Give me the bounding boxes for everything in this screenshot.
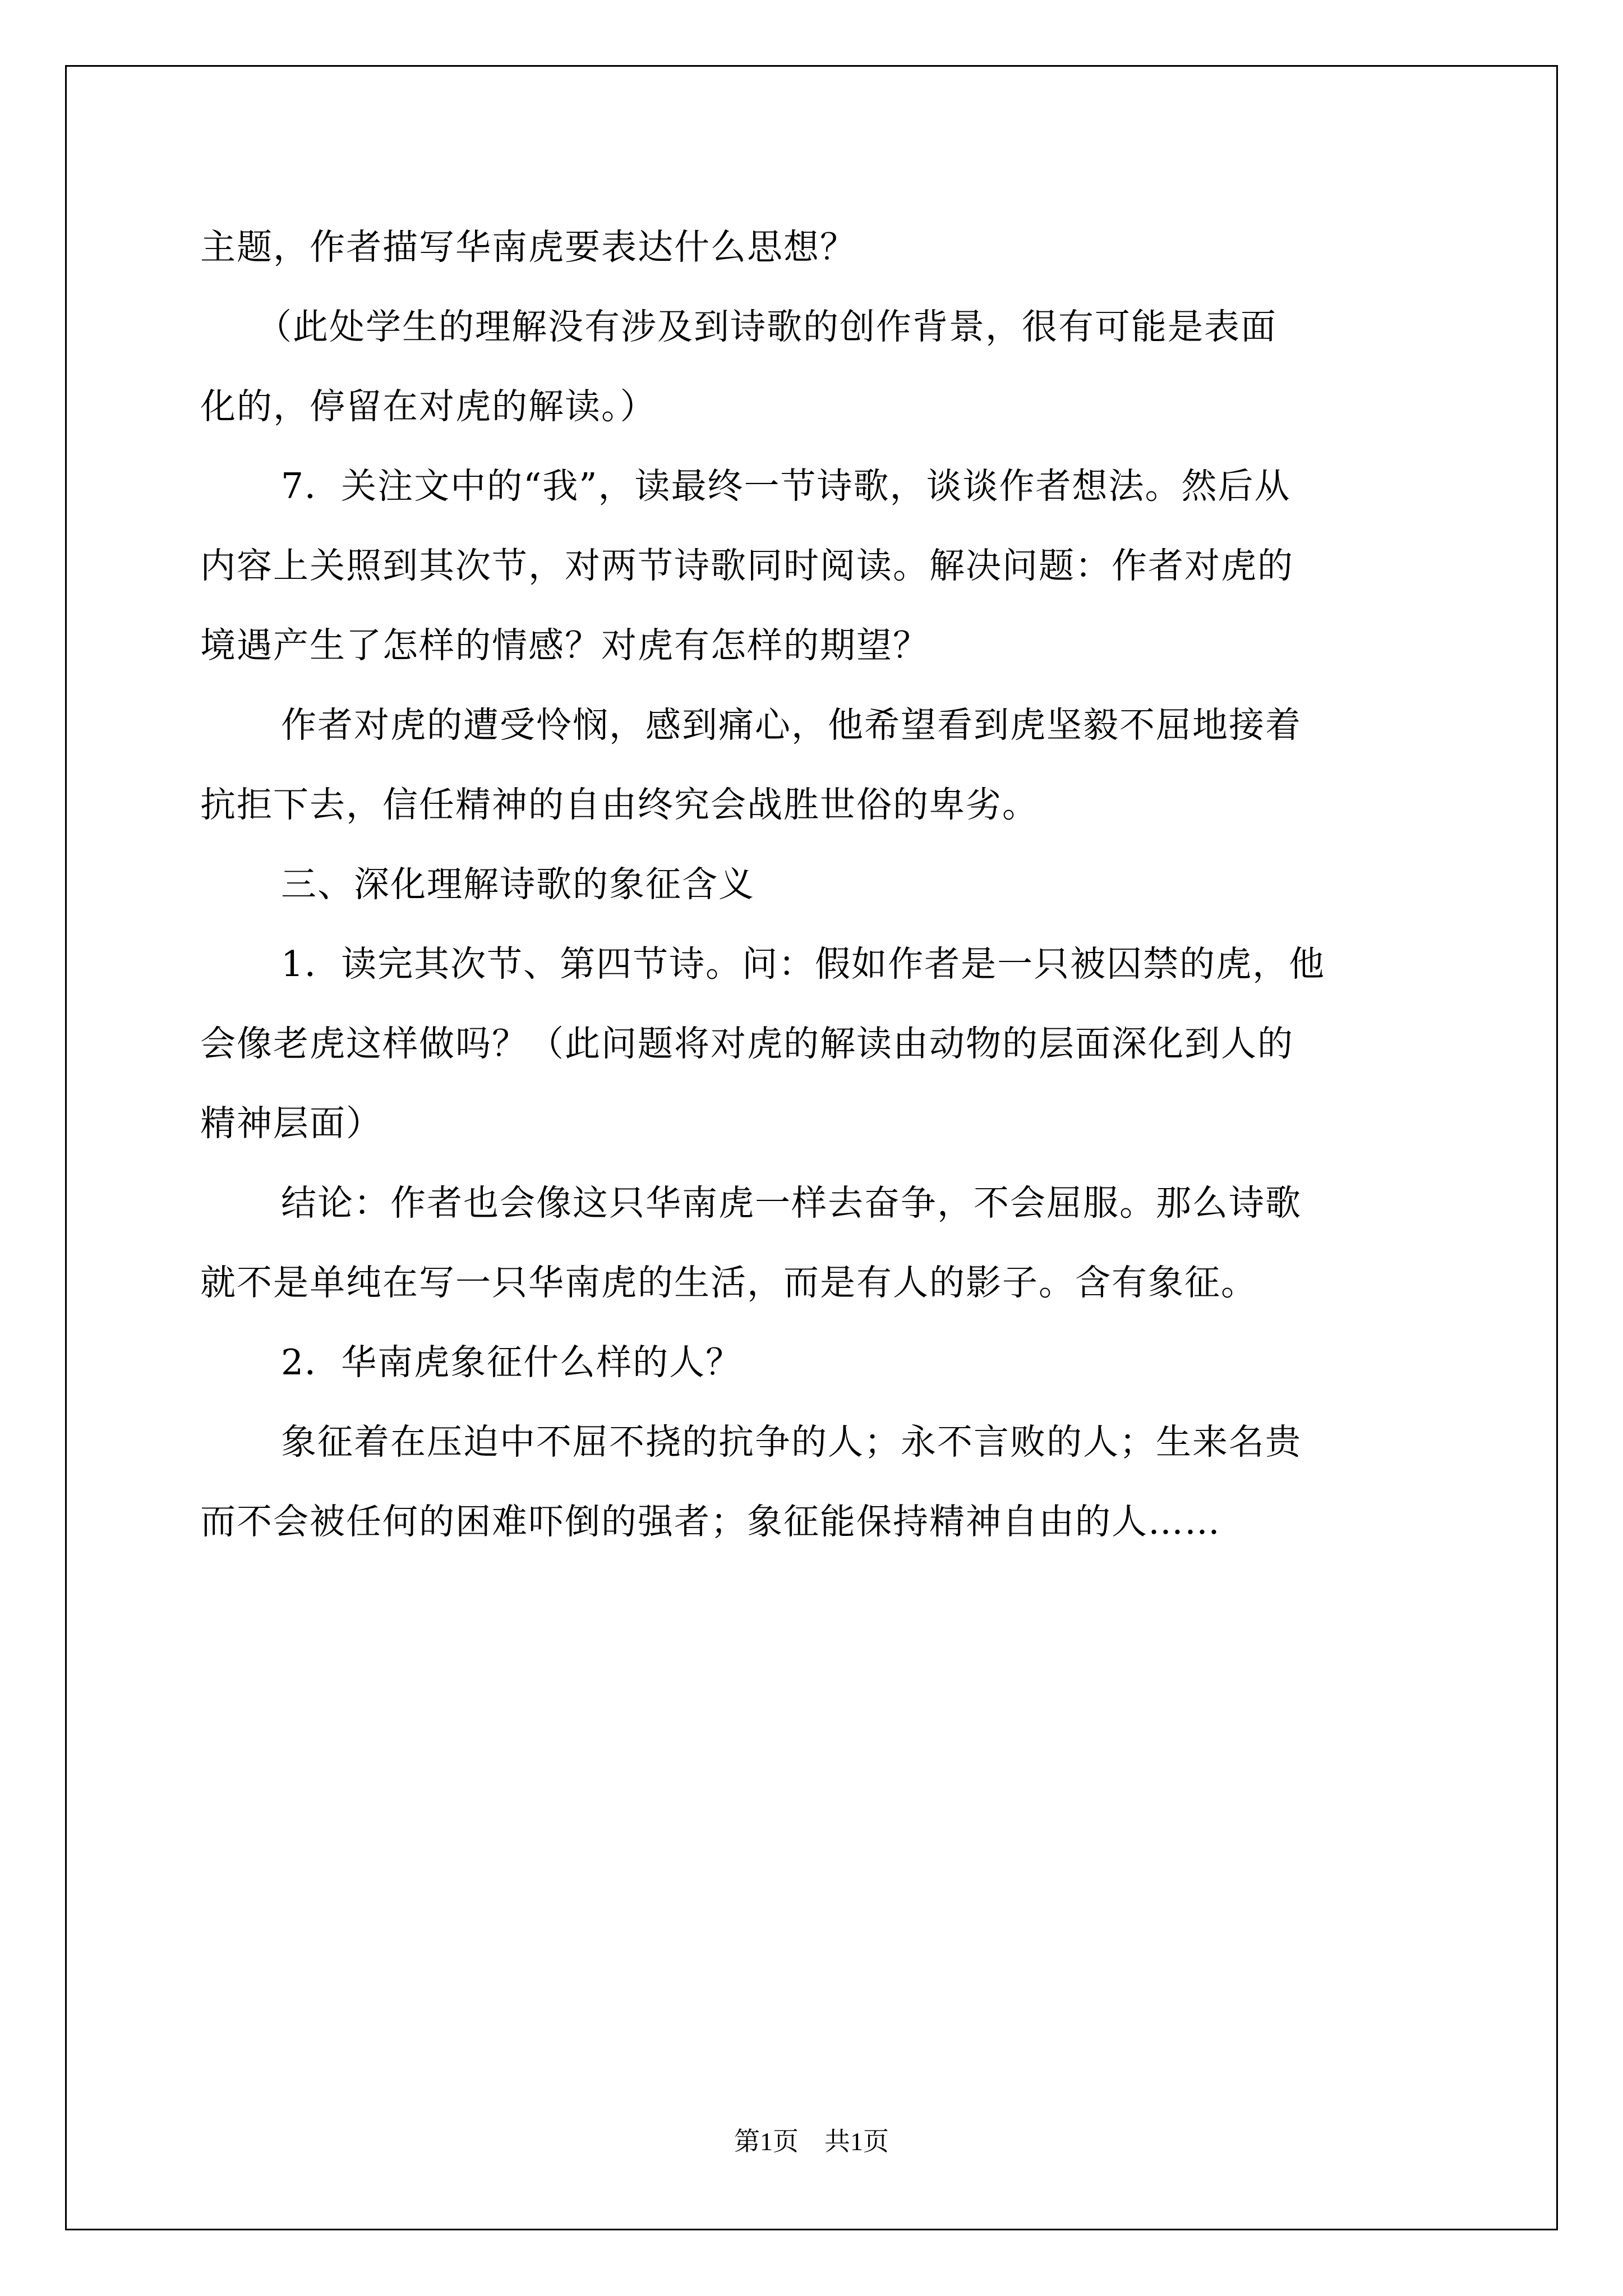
paragraph-line: 内容上关照到其次节，对两节诗歌同时阅读。解决问题：作者对虎的 — [200, 545, 1294, 586]
paragraph-line: 抗拒下去，信任精神的自由终究会战胜世俗的卑劣。 — [200, 784, 1039, 825]
paragraph-line: 1．读完其次节、第四节诗。问：假如作者是一只被囚禁的虎，他 — [281, 944, 1326, 984]
paragraph-line: 作者对虎的遭受怜悯，感到痛心，他希望看到虎坚毅不屈地接着 — [281, 705, 1302, 746]
paragraph-line: 就不是单纯在写一只华南虎的生活，而是有人的影子。含有象征。 — [200, 1262, 1257, 1303]
paragraph-line: 7．关注文中的“我”，读最终一节诗歌，谈谈作者想法。然后从 — [281, 466, 1291, 507]
paragraph-line: 境遇产生了怎样的情感？对虎有怎样的期望？ — [200, 625, 929, 666]
paragraph-line: 主题，作者描写华南虎要表达什么思想？ — [200, 227, 856, 268]
paragraph-line: 化的，停留在对虎的解读。） — [200, 386, 657, 427]
paragraph-line: 2．华南虎象征什么样的人？ — [281, 1342, 743, 1383]
section-heading: 三、深化理解诗歌的象征含义 — [281, 864, 755, 905]
page-number-footer: 第1页 共1页 — [734, 2127, 889, 2156]
paragraph-line: 会像老虎这样做吗？（此问题将对虎的解读由动物的层面深化到人的 — [200, 1023, 1294, 1064]
paragraph-line: 精神层面） — [200, 1103, 382, 1144]
paragraph-line: 而不会被任何的困难吓倒的强者；象征能保持精神自由的人…… — [200, 1501, 1221, 1542]
paragraph-line: 象征着在压迫中不屈不挠的抗争的人；永不言败的人；生来名贵 — [281, 1421, 1302, 1462]
paragraph-line: （此处学生的理解没有涉及到诗歌的创作背景，很有可能是表面 — [256, 306, 1277, 347]
paragraph-line: 结论：作者也会像这只华南虎一样去奋争，不会屈服。那么诗歌 — [281, 1182, 1302, 1223]
document-body — [200, 208, 1423, 1562]
